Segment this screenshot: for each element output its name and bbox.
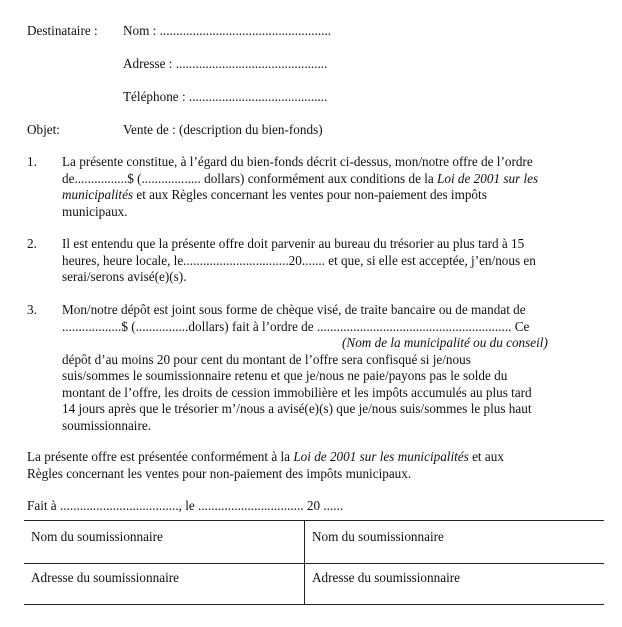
item-3-line: soumissionnaire. — [62, 417, 152, 433]
bidder-address-cell-2[interactable]: Adresse du soumissionnaire — [312, 570, 460, 585]
item-1-text — [62, 154, 538, 220]
bidder-name-cell-2[interactable]: Nom du soumissionnaire — [312, 529, 444, 544]
item-3-line: Mon/notre dépôt est joint sous forme de chèque visé, de traite bancaire ou de mandat de — [62, 302, 526, 317]
item-3-line: montant de l’offre, les droits de cession immobilière et les impôts accumulés au plus tard — [62, 384, 532, 400]
bidder-address-cell-1[interactable]: Adresse du soumissionnaire — [31, 570, 179, 585]
recipient-label: Destinataire : — [27, 23, 98, 38]
signature-line[interactable]: Fait à ...................................., le ................................ 20 ...... — [27, 498, 344, 513]
table-divider — [304, 520, 305, 605]
recipient-phone-field[interactable]: Téléphone : .......................................... — [123, 89, 328, 104]
item-3-text — [62, 302, 548, 434]
item-number: 3. — [27, 302, 37, 317]
bidder-name-cell-1[interactable]: Nom du soumissionnaire — [31, 529, 163, 544]
item-1-line: La présente constitue, à l’égard du bien-fonds décrit ci-dessus, mon/notre offre de l’ordre — [62, 154, 533, 169]
table-border-middle — [24, 563, 604, 564]
recipient-address-field[interactable]: Adresse : .............................................. — [123, 56, 328, 71]
item-number: 2. — [27, 236, 37, 251]
subject-text: Vente de : (description du bien-fonds) — [123, 122, 323, 137]
item-1-line: municipaux. — [62, 203, 128, 219]
item-3-line: suis/sommes le soumissionnaire retenu et que je/nous ne paie/payons pas le solde du — [62, 368, 508, 383]
item-2-line: serai/serons avisé(e)(s). — [62, 269, 187, 284]
item-2-line: heures, heure locale, le................................20....... et que, si elle est acceptée, j’en/nous en — [62, 252, 536, 268]
item-2-text — [62, 236, 536, 286]
item-1-line: municipalités et aux Règles concernant les ventes pour non-paiement des impôts — [62, 187, 487, 202]
closing-line: Règles concernant les ventes pour non-paiement des impôts municipaux. — [27, 465, 412, 481]
item-3-municipality-caption: (Nom de la municipalité ou du conseil) — [342, 335, 548, 350]
item-3-line: 14 jours après que le trésorier m’/nous a avisé(e)(s) que je/nous suis/sommes le plus haut — [62, 401, 532, 416]
closing-line: La présente offre est présentée conformément à la Loi de 2001 sur les municipalités et aux — [27, 449, 504, 464]
table-border-top — [24, 520, 604, 521]
subject-label: Objet: — [27, 122, 60, 137]
item-3-line: ..................$ (................dollars) fait à l’ordre de ........................................................... Ce — [62, 318, 530, 334]
item-1-line: de................$ (.................. dollars) conformément aux conditions de la Loi de 2001 sur les — [62, 170, 539, 186]
table-border-bottom — [24, 604, 604, 605]
bidder-table — [24, 520, 604, 605]
item-2-line: Il est entendu que la présente offre doit parvenir au bureau du trésorier au plus tard à 15 — [62, 236, 525, 251]
item-3-line: dépôt d’au moins 20 pour cent du montant de l’offre sera confisqué si je/nous — [62, 351, 471, 367]
recipient-name-field[interactable]: Nom : .................................................... — [123, 23, 332, 38]
item-number: 1. — [27, 154, 37, 169]
closing-paragraph — [27, 449, 504, 482]
